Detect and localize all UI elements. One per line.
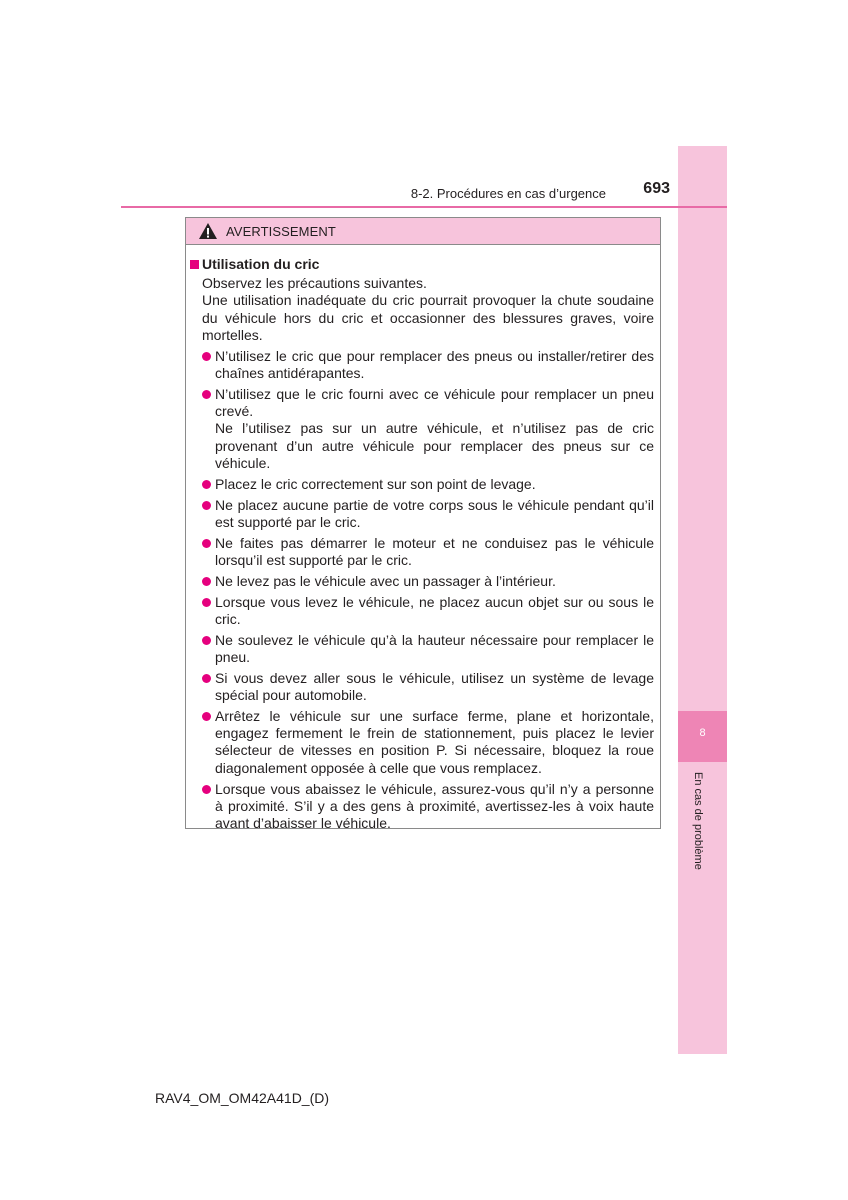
- warning-heading: [190, 256, 319, 272]
- intro-paragraph: Une utilisation inadéquate du cric pourrait provoquer la chute soudaine du véhicule hors du cric et occasionner des blessures graves, voire mortelles.: [202, 292, 654, 343]
- bullet-list: [202, 348, 654, 833]
- warning-header: [186, 218, 660, 245]
- list-item: [202, 670, 654, 705]
- list-item: [202, 781, 654, 833]
- bullet-text: N’utilisez que le cric fourni avec ce véhicule pour remplacer un pneu crevé.: [215, 385, 654, 420]
- bullet-text: Arrêtez le véhicule sur une surface ferme, plane et horizontale, engagez fermement le frein de stationnement, puis placez le levier sélecteur de vitesses en position P. Si nécessaire, bloquez la roue diagonalement opposée à celle que vous remplacez.: [215, 707, 654, 776]
- bullet-text: Ne placez aucune partie de votre corps sous le véhicule pendant qu’il est supporté par le cric.: [215, 496, 654, 530]
- bullet-text-continued: Ne l’utilisez pas sur un autre véhicule, et n’utilisez pas de cric provenant d’un autre véhicule pour remplacer des pneus sur ce véhicule.: [215, 420, 654, 471]
- warning-heading-text: Utilisation du cric: [202, 256, 320, 272]
- list-item: [202, 348, 654, 383]
- list-item: [202, 535, 654, 570]
- bullet-dot-icon: [202, 785, 211, 794]
- list-item: [202, 497, 654, 532]
- bullet-text: Ne levez pas le véhicule avec un passager à l’intérieur.: [215, 572, 556, 589]
- list-item: [202, 476, 654, 493]
- bullet-dot-icon: [202, 636, 211, 645]
- list-item: [202, 386, 654, 472]
- bullet-text: Placez le cric correctement sur son point de levage.: [215, 475, 536, 492]
- list-item: [202, 573, 654, 590]
- bullet-dot-icon: [202, 674, 211, 683]
- bullet-dot-icon: [202, 598, 211, 607]
- bullet-dot-icon: [202, 352, 211, 361]
- list-item: [202, 708, 654, 777]
- chapter-label: En cas de problème: [692, 772, 704, 870]
- bullet-dot-icon: [202, 480, 211, 489]
- bullet-dot-icon: [202, 539, 211, 548]
- list-item: [202, 632, 654, 667]
- header-rule: [121, 206, 727, 208]
- chapter-number: 8: [699, 727, 706, 739]
- section-title: 8-2. Procédures en cas d’urgence: [410, 186, 606, 201]
- bullet-text: Lorsque vous levez le véhicule, ne placez aucun objet sur ou sous le cric.: [215, 593, 654, 627]
- bullet-text: Ne faites pas démarrer le moteur et ne conduisez pas le véhicule lorsqu’il est supporté par le cric.: [215, 534, 654, 568]
- bullet-text: Lorsque vous abaissez le véhicule, assurez-vous qu’il n’y a personne à proximité. S’il y a des gens à proximité, avertissez-les à voix haute avant d’abaisser le véhicule.: [215, 780, 654, 832]
- chapter-tab: [678, 711, 727, 762]
- warning-box: [185, 217, 661, 832]
- warning-title: AVERTISSEMENT: [226, 223, 336, 239]
- bullet-text: Si vous devez aller sous le véhicule, utilisez un système de levage spécial pour automobile.: [215, 669, 654, 704]
- side-tab: [678, 146, 727, 1054]
- bullet-text: N’utilisez le cric que pour remplacer des pneus ou installer/retirer des chaînes antidérapantes.: [215, 347, 654, 381]
- warning-triangle-icon: [198, 222, 218, 240]
- bullet-dot-icon: [202, 390, 211, 399]
- warning-body: [202, 275, 654, 836]
- bullet-text: Ne soulevez le véhicule qu’à la hauteur nécessaire pour remplacer le pneu.: [215, 631, 654, 665]
- square-bullet-icon: [190, 260, 199, 269]
- document-code: RAV4_OM_OM42A41D_(D): [155, 1090, 330, 1106]
- bullet-dot-icon: [202, 712, 211, 721]
- intro-line: Observez les précautions suivantes.: [202, 275, 427, 291]
- bullet-dot-icon: [202, 577, 211, 586]
- page-number: 693: [643, 180, 670, 197]
- bullet-dot-icon: [202, 501, 211, 510]
- list-item: [202, 594, 654, 629]
